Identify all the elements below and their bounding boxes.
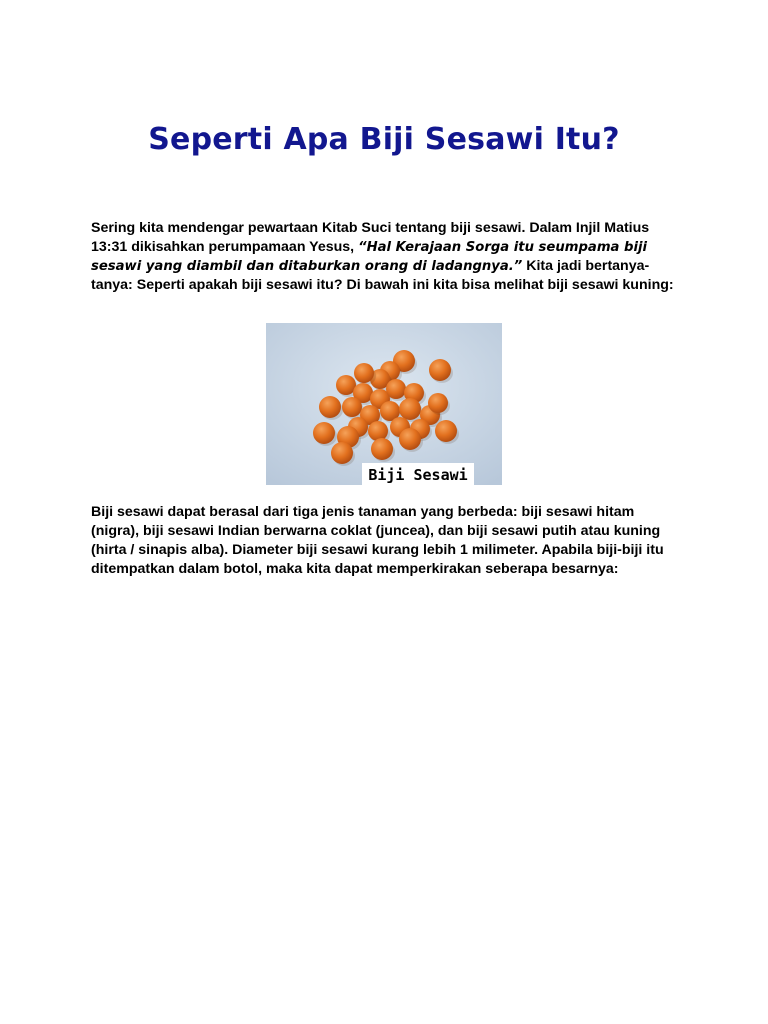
photo-caption: Biji Sesawi [368,466,468,484]
mustard-seed [336,375,356,395]
mustard-seed [429,359,451,381]
mustard-seed [368,421,388,441]
mustard-seed [313,422,335,444]
intro-paragraph [91,219,681,295]
mustard-seed [319,396,341,418]
mustard-seed [331,442,353,464]
mustard-seed-photo [266,323,502,485]
mustard-seed [428,393,448,413]
intro-question-text: Kita jadi bertanya-tanya: Seperti apakah biji sesawi itu? Di bawah ini kita bisa melihat biji sesawi kuning: [91,258,674,293]
mustard-seed [354,363,374,383]
page-title: Seperti Apa Biji Sesawi Itu? [148,122,620,157]
mustard-seed [399,428,421,450]
bible-quote: “Hal Kerajaan Sorga itu seumpama biji sesawi yang diambil dan ditaburkan orang di ladangnya.” [91,240,648,274]
mustard-seed [399,398,421,420]
intro-text: Sering kita mendengar pewartaan Kitab Suci tentang biji sesawi. Dalam Injil Matius 13:31 dikisahkan perumpamaan Yesus, [91,220,650,255]
mustard-seed [342,397,362,417]
mustard-seed [435,420,457,442]
mustard-seed [386,379,406,399]
mustard-seed [371,438,393,460]
seed-types-paragraph: Biji sesawi dapat berasal dari tiga jenis tanaman yang berbeda: biji sesawi hitam (nigra), biji sesawi Indian berwarna coklat (juncea), dan biji sesawi putih atau kuning (hirta / sinapis alba). Diameter biji sesawi kurang lebih 1 milimeter. Apabila biji-biji itu ditempatkan dalam botol, maka kita dapat memperkirakan seberapa besarnya: [91,504,664,577]
